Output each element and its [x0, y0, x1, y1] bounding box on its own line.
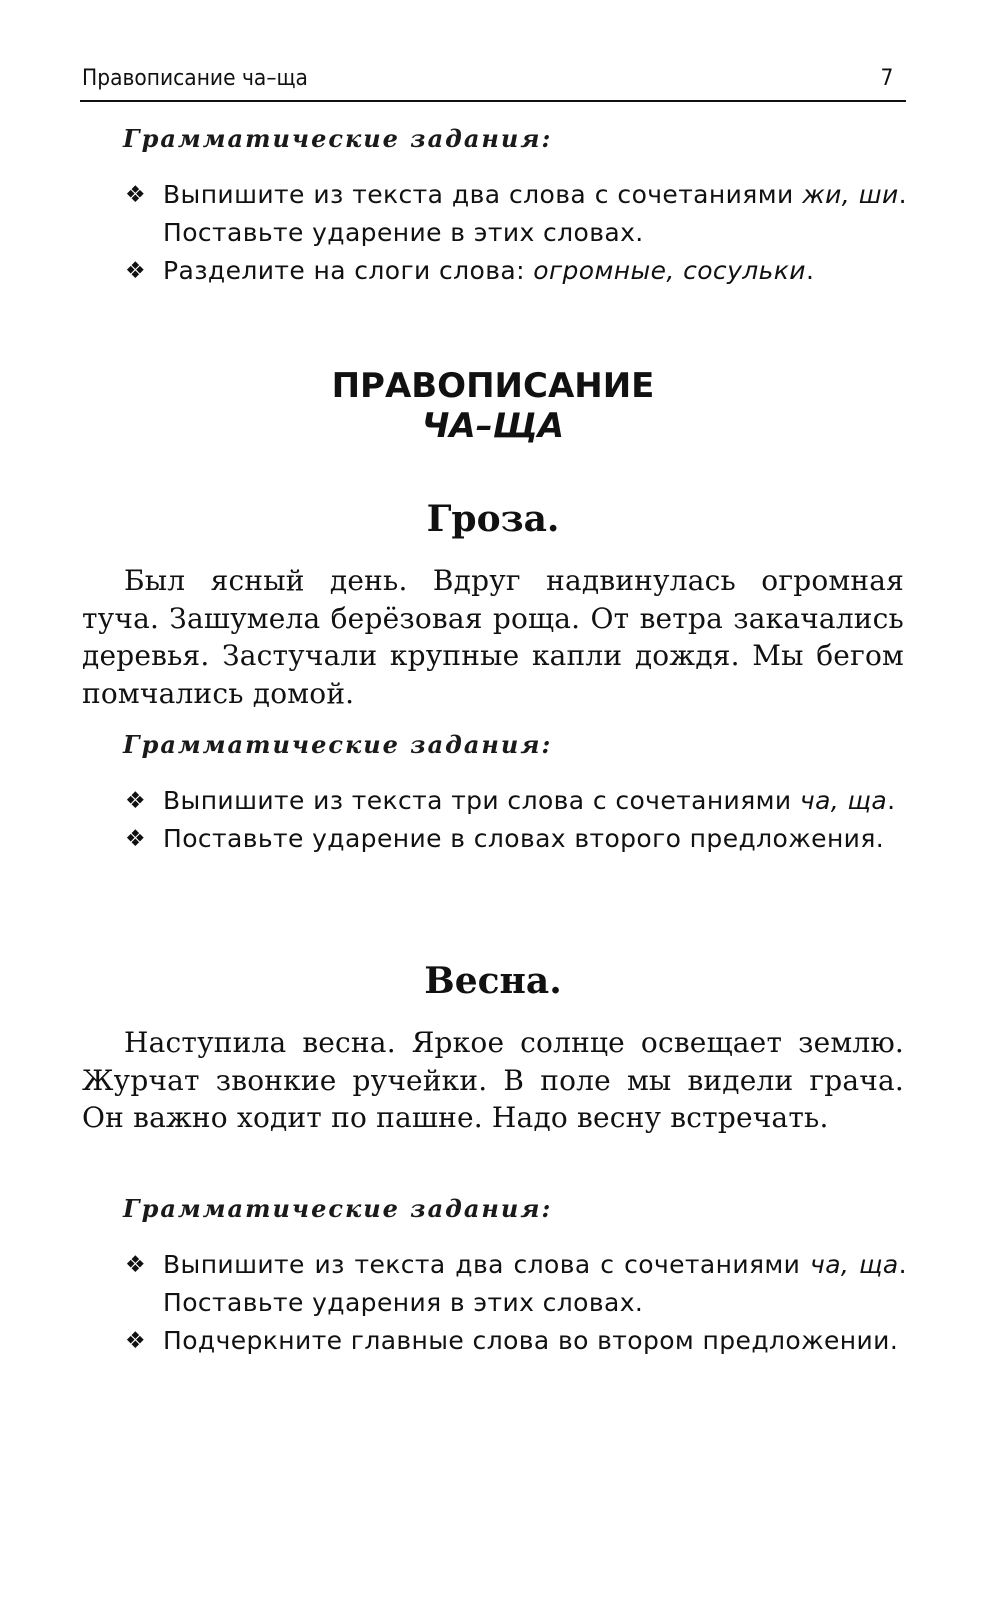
story-text: Был ясный день. Вдруг надвинулась огромная туча. Зашумела берёзовая роща. От ветра закачались деревья. Застучали крупные капли дождя. Мы бегом помчались домой. [82, 564, 904, 710]
bullet-diamond-icon: ❖ [125, 258, 147, 284]
task-list [123, 176, 907, 290]
task-item: ❖ Поставьте ударение в словах второго предложения. [123, 820, 907, 858]
story-title: Весна. [424, 960, 562, 1002]
bullet-diamond-icon: ❖ [125, 1328, 147, 1354]
section-title-sub: ЧА–ЩА [421, 406, 565, 446]
bullet-diamond-icon: ❖ [125, 826, 147, 852]
task-item: ❖ Выпишите из текста два слова с сочетаниями ча, ща. Поставьте ударения в этих словах. [123, 1246, 907, 1322]
task-list [123, 1246, 907, 1360]
header-rule [80, 100, 906, 102]
section-title-main: ПРАВОПИСАНИЕ [331, 366, 655, 406]
running-head-title: Правописание ча–ща [82, 66, 308, 91]
tasks-heading: Грамматические задания: [123, 730, 553, 759]
task-list [123, 782, 907, 858]
page-number: 7 [880, 66, 894, 91]
running-head [82, 62, 894, 96]
bullet-diamond-icon: ❖ [125, 788, 147, 814]
story-text: Наступила весна. Яркое солнце освещает землю. Журчат звонкие ручейки. В поле мы видели грача. Он важно ходит по пашне. Надо весну встречать. [82, 1026, 904, 1134]
bullet-diamond-icon: ❖ [125, 182, 147, 208]
tasks-heading: Грамматические задания: [123, 124, 553, 153]
bullet-diamond-icon: ❖ [125, 1252, 147, 1278]
task-item: ❖ Выпишите из текста два слова с сочетаниями жи, ши. Поставьте ударение в этих словах. [123, 176, 907, 252]
section-title [80, 366, 906, 446]
task-item: ❖ Разделите на слоги слова: огромные, сосульки. [123, 252, 907, 290]
tasks-heading: Грамматические задания: [123, 1194, 553, 1223]
story-title: Гроза. [426, 498, 560, 540]
task-item: ❖ Подчеркните главные слова во втором предложении. [123, 1322, 907, 1360]
task-item: ❖ Выпишите из текста три слова с сочетаниями ча, ща. [123, 782, 907, 820]
